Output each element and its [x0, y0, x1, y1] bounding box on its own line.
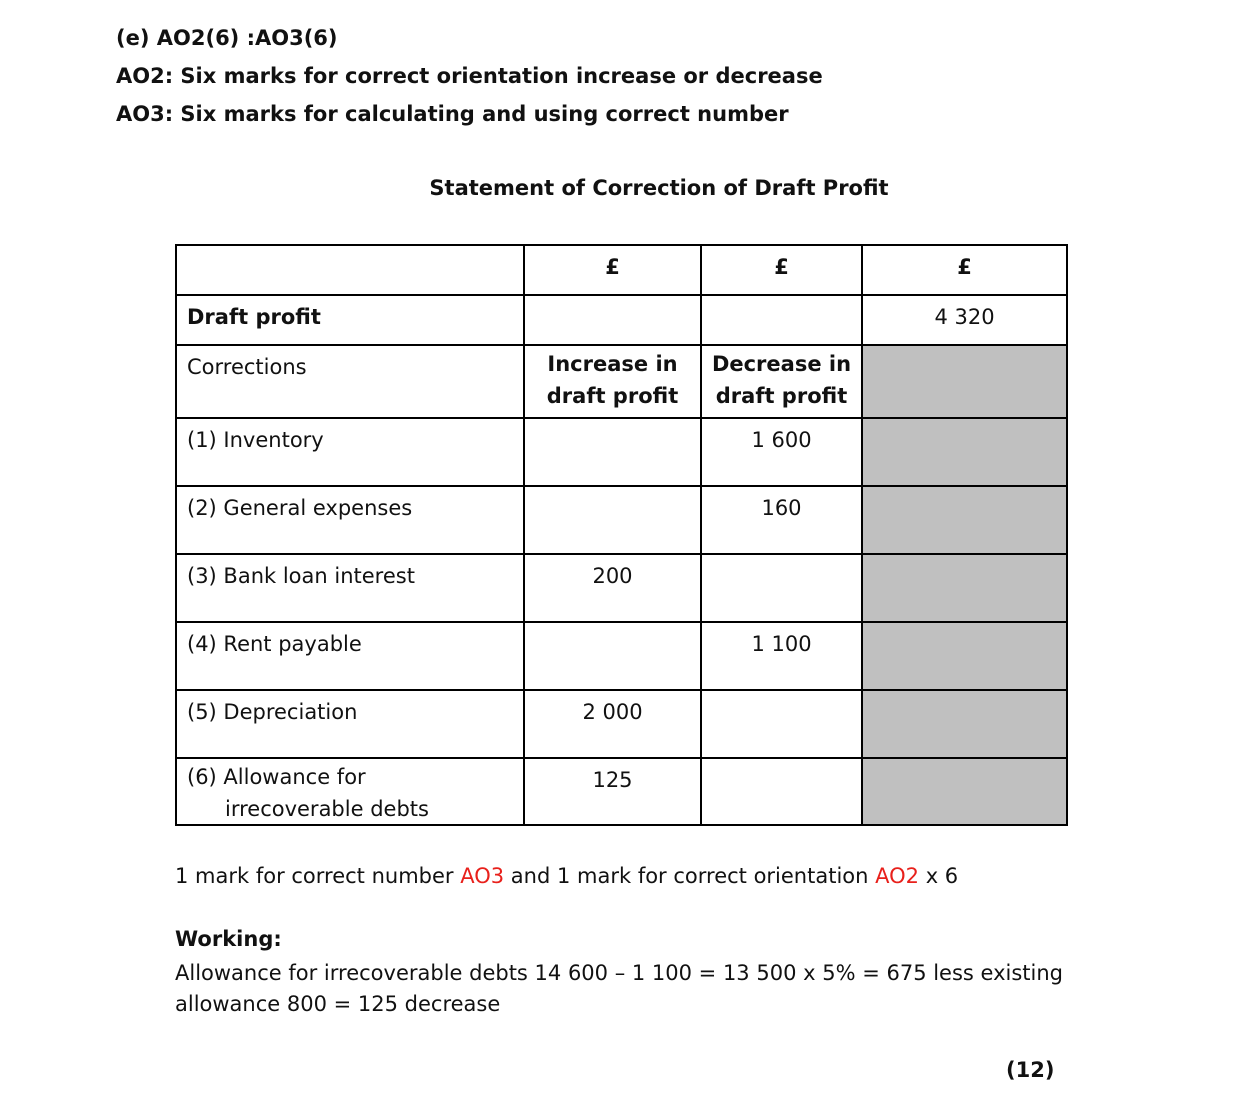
shaded-cell: [862, 622, 1067, 690]
ao2-criteria: AO2: Six marks for correct orientation increase or decrease: [116, 64, 823, 88]
corrections-label: Corrections: [176, 345, 524, 418]
increase-value: 125: [524, 758, 701, 825]
shaded-cell: [862, 554, 1067, 622]
correction-label: (3) Bank loan interest: [176, 554, 524, 622]
table-row: [176, 554, 1067, 622]
shaded-cell: [862, 690, 1067, 758]
correction-label: (1) Inventory: [176, 418, 524, 486]
decrease-value: 160: [701, 486, 862, 554]
draft-profit-value: 4 320: [862, 295, 1067, 345]
increase-value: 200: [524, 554, 701, 622]
decrease-value: 1 100: [701, 622, 862, 690]
draft-profit-row: [176, 295, 1067, 345]
note-text: and 1 mark for correct orientation: [504, 864, 876, 888]
decrease-value: [701, 758, 862, 825]
decrease-column-header: Decrease in draft profit: [701, 345, 862, 418]
correction-label: (2) General expenses: [176, 486, 524, 554]
table-row: [176, 418, 1067, 486]
shaded-cell: [862, 345, 1067, 418]
table-cell: [701, 295, 862, 345]
increase-value: [524, 418, 701, 486]
currency-header: £: [862, 245, 1067, 295]
table-header-row: [176, 245, 1067, 295]
corrections-header-row: [176, 345, 1067, 418]
correction-label: (6) Allowance for irrecoverable debts: [176, 758, 524, 825]
table-row: [176, 622, 1067, 690]
shaded-cell: [862, 486, 1067, 554]
header-empty-cell: [176, 245, 524, 295]
currency-header: £: [701, 245, 862, 295]
ao3-criteria: AO3: Six marks for calculating and using correct number: [116, 102, 789, 126]
correction-label: (4) Rent payable: [176, 622, 524, 690]
marking-note: [175, 864, 958, 888]
correction-table: [175, 244, 1068, 826]
decrease-value: [701, 690, 862, 758]
decrease-value: 1 600: [701, 418, 862, 486]
increase-value: [524, 486, 701, 554]
currency-header: £: [524, 245, 701, 295]
increase-column-header: Increase in draft profit: [524, 345, 701, 418]
table-row: [176, 690, 1067, 758]
shaded-cell: [862, 758, 1067, 825]
shaded-cell: [862, 418, 1067, 486]
draft-profit-label: Draft profit: [176, 295, 524, 345]
note-text: x 6: [919, 864, 959, 888]
total-marks: (12): [1006, 1058, 1055, 1082]
table-row: [176, 486, 1067, 554]
increase-value: 2 000: [524, 690, 701, 758]
ao3-tag: AO3: [460, 864, 505, 888]
note-text: 1 mark for correct number: [175, 864, 461, 888]
statement-title: Statement of Correction of Draft Profit: [429, 176, 889, 200]
question-heading: (e) AO2(6) :AO3(6): [116, 26, 338, 50]
ao2-tag: AO2: [875, 864, 920, 888]
table-cell: [524, 295, 701, 345]
table-row: [176, 758, 1067, 825]
working-title: Working:: [175, 927, 282, 951]
decrease-value: [701, 554, 862, 622]
correction-label: (5) Depreciation: [176, 690, 524, 758]
increase-value: [524, 622, 701, 690]
working-text: Allowance for irrecoverable debts 14 600 – 1 100 = 13 500 x 5% = 675 less existing allowance 800 = 125 decrease: [175, 961, 1063, 1016]
